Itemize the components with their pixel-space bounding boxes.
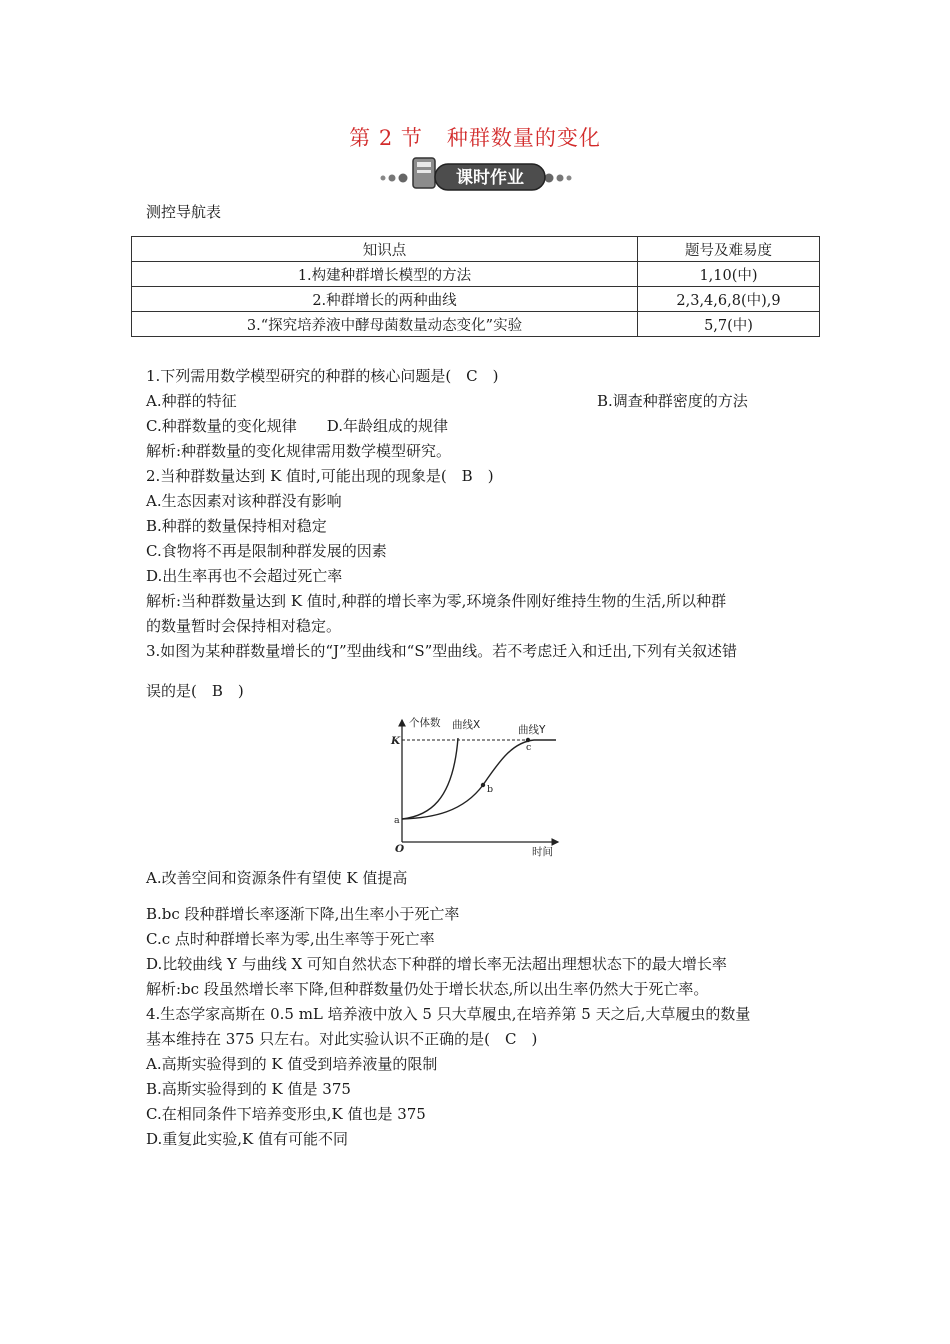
cell-questions: 5,7(中) <box>638 312 820 337</box>
cell-knowledge: 1.构建种群增长模型的方法 <box>132 262 638 287</box>
cell-questions: 1,10(中) <box>638 262 820 287</box>
q3-option-d: D.比较曲线 Y 与曲线 X 可知自然状态下种群的增长率无法超出理想状态下的最大增长率 <box>146 955 727 973</box>
q3-analysis: 解析:bc 段虽然增长率下降,但种群数量仍处于增长状态,所以出生率仍然大于死亡率。 <box>146 980 709 998</box>
nav-table-title: 测控导航表 <box>146 203 222 221</box>
q4-option-c: C.在相同条件下培养变形虫,K 值也是 375 <box>146 1105 426 1123</box>
table-row <box>132 312 820 337</box>
nav-table <box>131 236 820 337</box>
q2-option-d: D.出生率再也不会超过死亡率 <box>146 567 343 585</box>
curve-x-label: 曲线X <box>452 719 481 731</box>
page-title <box>0 122 950 152</box>
table-row <box>132 262 820 287</box>
q2-stem: 2.当种群数量达到 K 值时,可能出现的现象是( B ) <box>146 467 494 485</box>
q2-option-b: B.种群的数量保持相对稳定 <box>146 517 327 535</box>
q1-option-b: B.调查种群密度的方法 <box>597 392 748 410</box>
point-c-label: c <box>526 742 532 753</box>
q2-option-c: C.食物将不再是限制种群发展的因素 <box>146 542 387 560</box>
section-name: 种群数量的变化 <box>446 126 601 150</box>
origin-label: O <box>395 843 405 855</box>
q1-option-cd: C.种群数量的变化规律 D.年龄组成的规律 <box>146 417 448 435</box>
q3-option-c: C.c 点时种群增长率为零,出生率等于死亡率 <box>146 930 435 948</box>
q1-option-a: A.种群的特征 <box>146 392 237 410</box>
q1-analysis: 解析:种群数量的变化规律需用数学模型研究。 <box>146 442 452 460</box>
k-label: K <box>391 735 401 747</box>
q4-stem-line2: 基本维持在 375 只左右。对此实验认识不正确的是( C ) <box>146 1030 538 1048</box>
q4-option-a: A.高斯实验得到的 K 值受到培养液量的限制 <box>146 1055 438 1073</box>
curve-y-label: 曲线Y <box>518 724 546 736</box>
header-knowledge: 知识点 <box>132 237 638 262</box>
curve-y <box>402 740 556 819</box>
q2-analysis-line1: 解析:当种群数量达到 K 值时,种群的增长率为零,环境条件刚好维持生物的生活,所以种群 <box>146 592 727 610</box>
q4-option-b: B.高斯实验得到的 K 值是 375 <box>146 1080 351 1098</box>
point-a-label: a <box>394 815 400 826</box>
q3-options-a <box>146 866 836 891</box>
curve-x <box>402 738 458 819</box>
population-growth-chart <box>378 712 568 862</box>
q3-option-b: B.bc 段种群增长率逐渐下降,出生率小于死亡率 <box>146 905 460 923</box>
table-header-row <box>132 237 820 262</box>
cell-questions: 2,3,4,6,8(中),9 <box>638 287 820 312</box>
question-block-3-4 <box>146 902 836 1152</box>
q1-stem: 1.下列需用数学模型研究的种群的核心问题是( C ) <box>146 367 499 385</box>
q4-stem-line1: 4.生态学家高斯在 0.5 mL 培养液中放入 5 只大草履虫,在培养第 5 天之后,大草履虫的数量 <box>146 1005 751 1023</box>
section-number: 第 2 节 <box>349 126 423 150</box>
book-icon <box>413 158 435 188</box>
question-block-1-3 <box>146 364 836 664</box>
y-axis-label: 个体数 <box>409 717 441 729</box>
q3-option-a: A.改善空间和资源条件有望使 K 值提高 <box>146 869 408 887</box>
banner-text: 课时作业 <box>456 168 524 188</box>
table-row <box>132 287 820 312</box>
q4-option-d: D.重复此实验,K 值有可能不同 <box>146 1130 349 1148</box>
q2-analysis-line2: 的数量暂时会保持相对稳定。 <box>146 617 342 635</box>
q2-option-a: A.生态因素对该种群没有影响 <box>146 492 342 510</box>
point-b-label: b <box>487 784 494 795</box>
q3-stem-line1: 3.如图为某种群数量增长的“J”型曲线和“S”型曲线。若不考虑迁入和迁出,下列有关叙述错 <box>146 642 738 660</box>
homework-banner <box>375 152 575 192</box>
q1-option-row <box>146 389 836 414</box>
point-b <box>481 783 485 787</box>
header-question-number: 题号及难易度 <box>638 237 820 262</box>
x-axis-label: 时间 <box>532 846 553 858</box>
cell-knowledge: 2.种群增长的两种曲线 <box>132 287 638 312</box>
q3-stem-line2: 误的是( B ) <box>146 682 244 700</box>
cell-knowledge: 3.“探究培养液中酵母菌数量动态变化”实验 <box>132 312 638 337</box>
q3-stem-continued <box>146 679 836 704</box>
